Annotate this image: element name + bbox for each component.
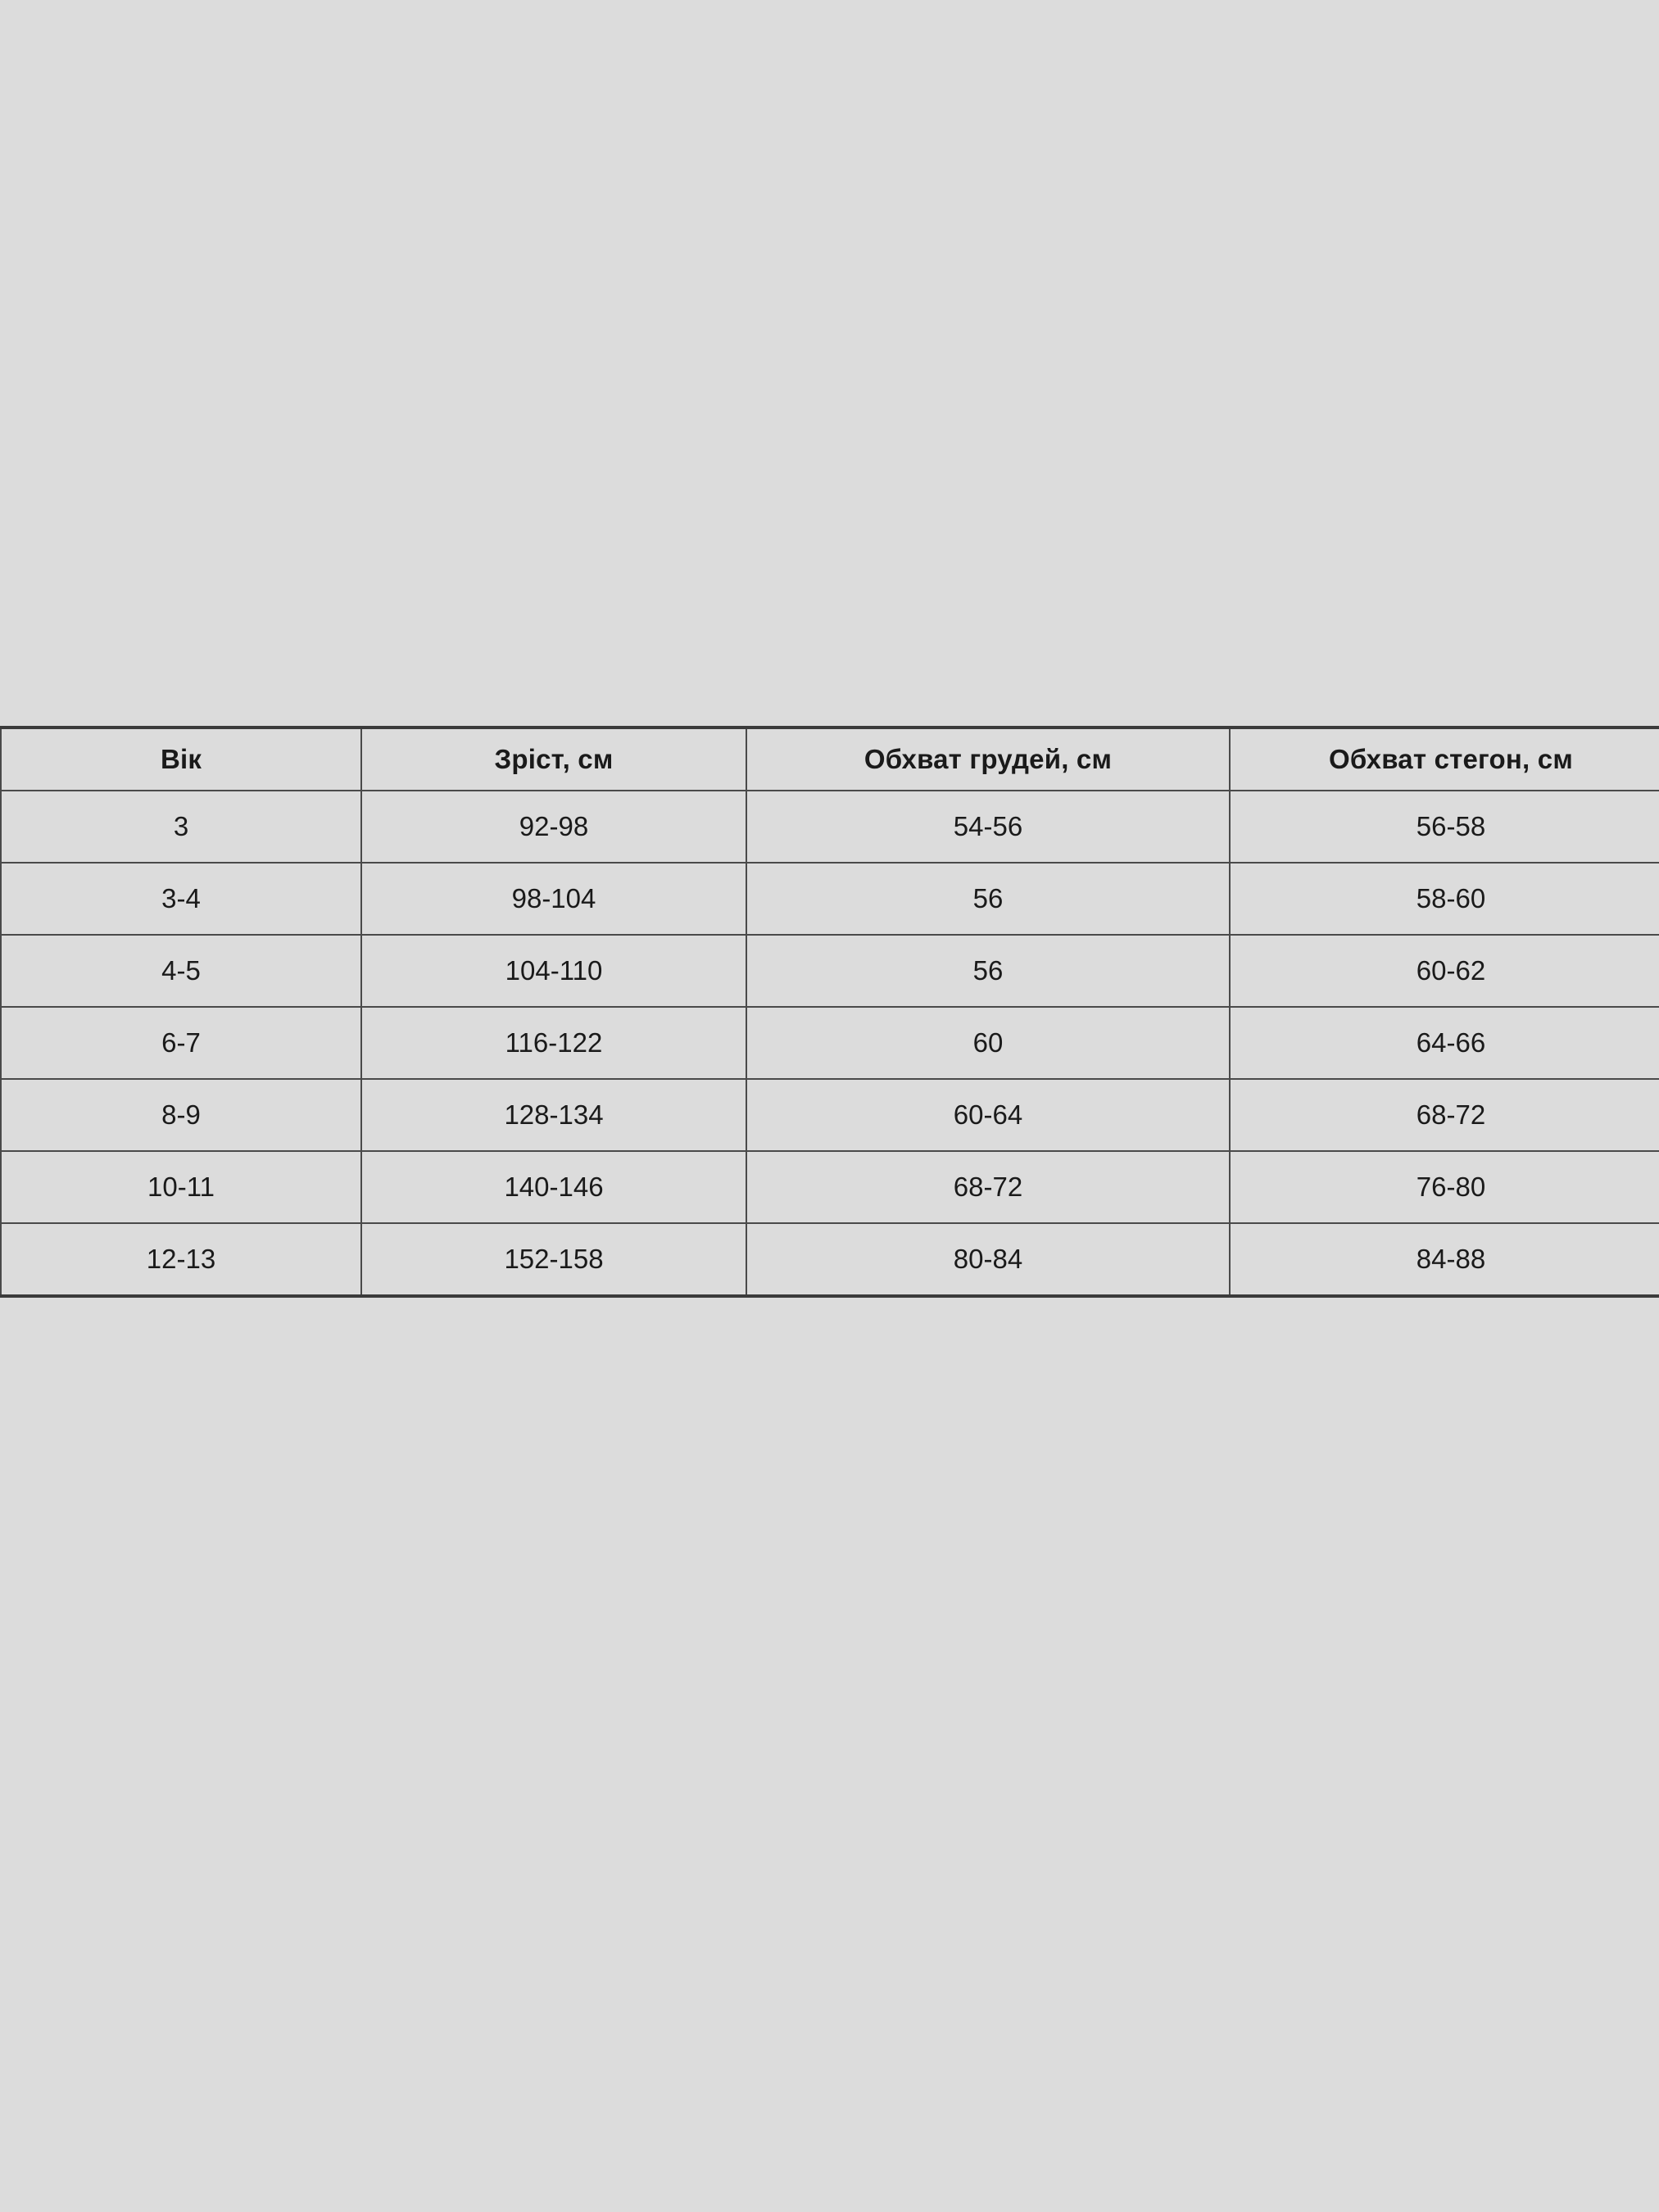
cell-hips: 58-60 xyxy=(1230,863,1659,935)
table-row xyxy=(1,1151,1659,1223)
cell-chest: 54-56 xyxy=(746,791,1230,863)
cell-hips: 76-80 xyxy=(1230,1151,1659,1223)
cell-height: 98-104 xyxy=(361,863,746,935)
table-header xyxy=(1,728,1659,791)
cell-height: 104-110 xyxy=(361,935,746,1007)
cell-hips: 84-88 xyxy=(1230,1223,1659,1296)
table-row xyxy=(1,1079,1659,1151)
cell-age: 6-7 xyxy=(1,1007,361,1079)
cell-chest: 68-72 xyxy=(746,1151,1230,1223)
cell-age: 10-11 xyxy=(1,1151,361,1223)
cell-hips: 64-66 xyxy=(1230,1007,1659,1079)
table-row xyxy=(1,791,1659,863)
table-row xyxy=(1,935,1659,1007)
cell-height: 152-158 xyxy=(361,1223,746,1296)
table-body xyxy=(1,791,1659,1296)
size-chart-table xyxy=(0,726,1659,1298)
table-header-row xyxy=(1,728,1659,791)
table-row xyxy=(1,863,1659,935)
size-chart-container xyxy=(0,726,1659,1298)
cell-hips: 60-62 xyxy=(1230,935,1659,1007)
cell-chest: 60-64 xyxy=(746,1079,1230,1151)
cell-height: 128-134 xyxy=(361,1079,746,1151)
cell-age: 12-13 xyxy=(1,1223,361,1296)
cell-chest: 56 xyxy=(746,935,1230,1007)
cell-height: 116-122 xyxy=(361,1007,746,1079)
column-header-height: Зріст, см xyxy=(361,728,746,791)
cell-age: 3-4 xyxy=(1,863,361,935)
column-header-hips: Обхват стегон, см xyxy=(1230,728,1659,791)
cell-hips: 68-72 xyxy=(1230,1079,1659,1151)
cell-height: 140-146 xyxy=(361,1151,746,1223)
cell-age: 3 xyxy=(1,791,361,863)
cell-chest: 56 xyxy=(746,863,1230,935)
cell-hips: 56-58 xyxy=(1230,791,1659,863)
cell-height: 92-98 xyxy=(361,791,746,863)
table-row xyxy=(1,1007,1659,1079)
cell-age: 4-5 xyxy=(1,935,361,1007)
cell-chest: 80-84 xyxy=(746,1223,1230,1296)
cell-age: 8-9 xyxy=(1,1079,361,1151)
column-header-chest: Обхват грудей, см xyxy=(746,728,1230,791)
cell-chest: 60 xyxy=(746,1007,1230,1079)
table-row xyxy=(1,1223,1659,1296)
column-header-age: Вік xyxy=(1,728,361,791)
